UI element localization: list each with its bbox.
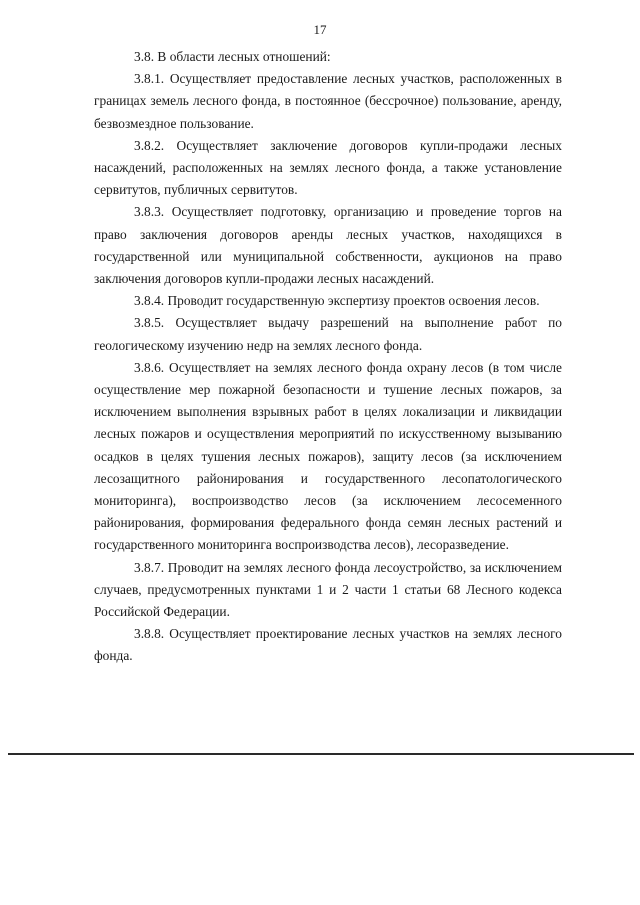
footer-divider [8,753,634,755]
paragraph-3-8-4: 3.8.4. Проводит государственную экспертизу проектов освоения лесов. [134,293,540,309]
section-title: 3.8. В области лесных отношений: [134,49,331,64]
paragraph-3-8-8: 3.8.8. Осуществляет проектирование лесных участков на землях лесного фонда. [94,626,562,664]
page-number: 17 [313,22,327,37]
document-body [94,46,562,668]
paragraph-3-8-7: 3.8.7. Проводит на землях лесного фонда лесоустройство, за исключением случаев, предусмотренных пунктами 1 и 2 части 1 статьи 68 Лесного кодекса Российской Федерации. [94,559,562,620]
paragraph-3-8-3: 3.8.3. Осуществляет подготовку, организацию и проведение торгов на право заключения договоров аренды лесных участков, находящихся в государственной или муниципальной собственности, аукционов на право заключения договоров купли-продажи лесных насаждений. [94,204,562,287]
paragraph-3-8-1: 3.8.1. Осуществляет предоставление лесных участков, расположенных в границах земель лесного фонда, в постоянное (бессрочное) пользование, аренду, безвозмездное пользование. [94,71,562,131]
paragraph-3-8-2: 3.8.2. Осуществляет заключение договоров купли-продажи лесных насаждений, расположенных на землях лесного фонда, а также установление сервитутов, публичных сервитутов. [94,137,562,198]
paragraph-3-8-5: 3.8.5. Осуществляет выдачу разрешений на выполнение работ по геологическому изучению недр на землях лесного фонда. [94,315,562,353]
paragraph-3-8-6: 3.8.6. Осуществляет на землях лесного фонда охрану лесов (в том числе осуществление мер пожарной безопасности и тушение лесных пожаров, за исключением выполнения взрывных работ в целях локализации и ликвидации лесных пожаров и осуществления мероприятий по искусственному вызыванию осадков в целях тушения лесных пожаров), защиту лесов (за исключением лесозащитного районирования и государственного лесопатологического мониторинга), воспроизводство лесов (за исключением лесосеменного районирования, формирования федерального фонда семян лесных растений и государственного мониторинга воспроизводства лесов), лесоразведение. [94,359,562,553]
